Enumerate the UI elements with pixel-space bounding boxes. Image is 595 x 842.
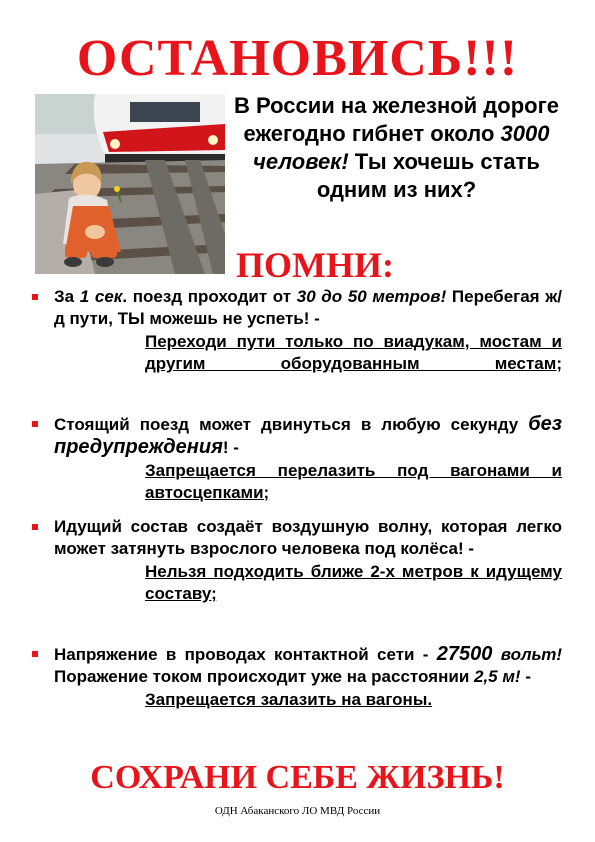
bullet-square-icon xyxy=(32,651,38,657)
slogan: СОХРАНИ СЕБЕ ЖИЗНЬ! xyxy=(90,759,505,796)
rule-advice: Запрещается залазить на вагоны. xyxy=(145,690,433,709)
bullet-square-icon xyxy=(32,294,38,300)
poster-title: ОСТАНОВИСЬ!!! xyxy=(76,30,519,87)
intro-part1: В России на железной дороге ежегодно гибнет около xyxy=(234,93,559,146)
intro-emphasis: 3000 человек! xyxy=(253,121,550,174)
intro-text xyxy=(228,92,565,204)
rule-text: Напряжение в проводах контактной сети - 27500 вольт! Поражение током происходит уже на расстоянии 2,5 м! - xyxy=(54,643,562,686)
footer-credit: ОДН Абаканского ЛО МВД России xyxy=(214,805,381,817)
intro-part2: Ты хочешь стать одним из них? xyxy=(316,149,540,202)
rule-advice: Нельзя подходить ближе 2-х метров к идущему составу; xyxy=(145,562,562,603)
rule-text: За 1 сек. поезд проходит от 30 до 50 метров! Перебегая ж/д пути, ТЫ можешь не успеть! - xyxy=(54,287,563,328)
bullet-square-icon xyxy=(32,524,38,530)
rule-text: Идущий состав создаёт воздушную волну, которая легко может затянуть взрослого человека под колёса! - xyxy=(54,517,562,558)
rule-item-train-speed xyxy=(32,286,562,375)
rule-advice: Запрещается перелазить под вагонами и автосцепками; xyxy=(145,461,562,502)
rule-advice: Переходи пути только по виадукам, мостам и другим оборудованным местам; xyxy=(145,332,562,373)
rule-item-standing-train xyxy=(32,413,562,504)
bullet-square-icon xyxy=(32,421,38,427)
child-on-railway-photo xyxy=(35,94,225,274)
rule-item-voltage xyxy=(32,643,562,711)
rule-text: Стоящий поезд может двинуться в любую секунду без предупреждения! - xyxy=(54,413,562,458)
remember-heading: ПОМНИ: xyxy=(236,245,394,285)
rule-item-air-wave xyxy=(32,516,562,605)
